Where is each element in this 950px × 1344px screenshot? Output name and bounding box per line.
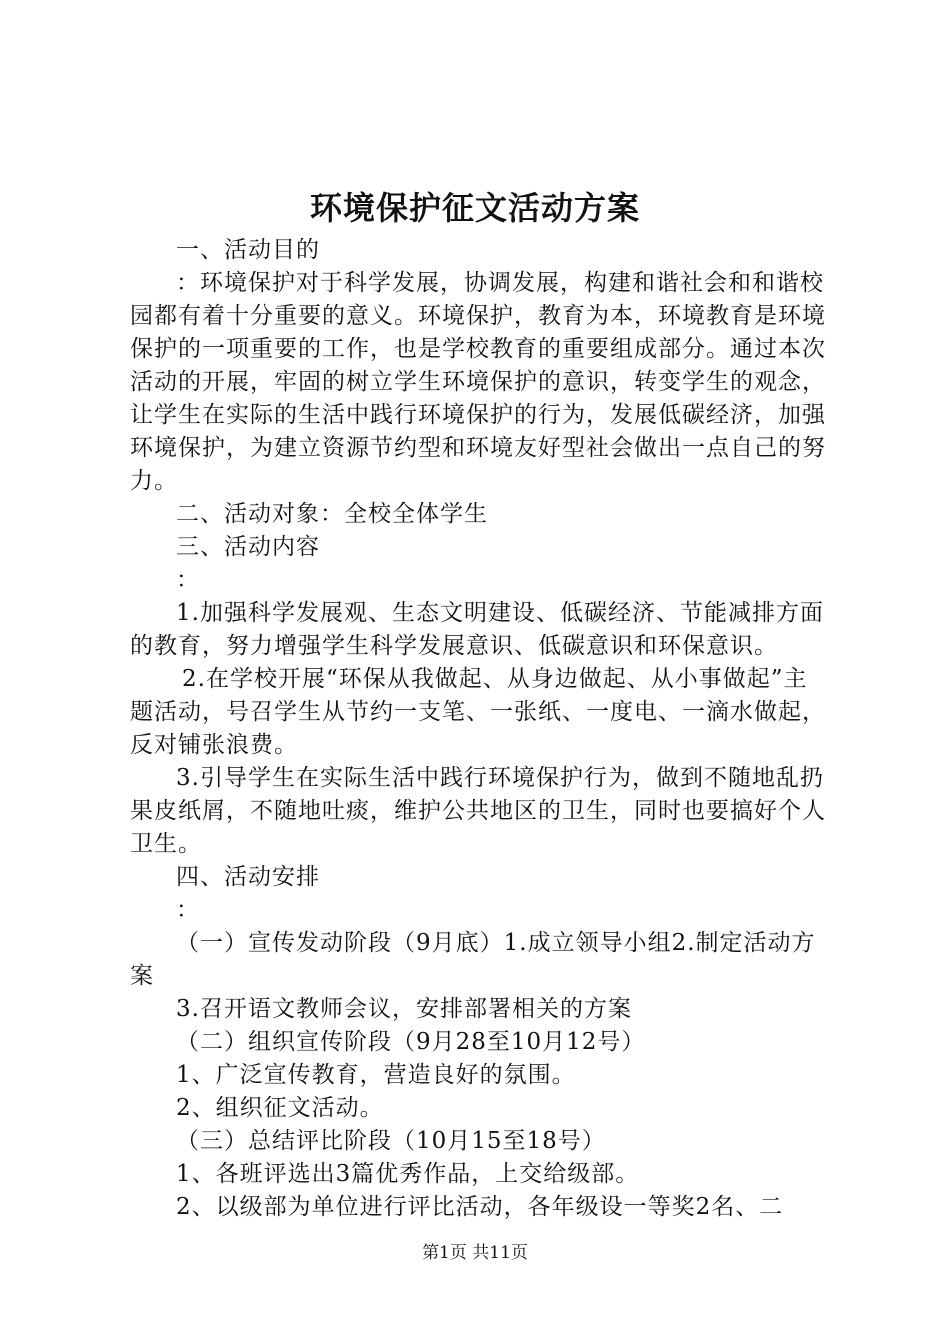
schedule-phase-3: （三）总结评比阶段（10月15至18号） [176, 1128, 606, 1154]
content-item-2: 2.在学校开展“环保从我做起、从身边做起、从小事做起”主题活动，号召学生从节约一支笔、一张纸、一度电、一滴水做起，反对铺张浪费。 [130, 666, 826, 758]
section-heading-purpose: 一、活动目的 [176, 237, 320, 263]
section-heading-schedule: 四、活动安排 [176, 864, 320, 890]
paragraph-purpose: ：环境保护对于科学发展，协调发展，构建和谐社会和和谐校园都有着十分重要的意义。环境保护，教育为本，环境教育是环境保护的一项重要的工作，也是学校教育的重要组成部分。通过本次活动的开展，牢固的树立学生环境保护的意识，转变学生的观念，让学生在实际的生活中践行环境保护的行为，发展低碳经济，加强环境保护，为建立资源节约型和环境友好型社会做出一点自己的努力。 [130, 270, 826, 494]
document-title: 环境保护征文活动方案 [309, 189, 640, 227]
section-heading-target: 二、活动对象：全校全体学生 [176, 501, 488, 527]
schedule-phase-1-item: 3.召开语文教师会议，安排部署相关的方案 [176, 996, 632, 1022]
schedule-phase-2-item-2: 2、组织征文活动。 [176, 1095, 384, 1121]
colon-line: ： [176, 897, 200, 923]
schedule-phase-2-item-1: 1、广泛宣传教育，营造良好的氛围。 [176, 1062, 576, 1088]
schedule-phase-3-item-2: 2、以级部为单位进行评比活动，各年级设一等奖2名、二 [176, 1194, 784, 1220]
content-item-3: 3.引导学生在实际生活中践行环境保护行为，做到不随地乱扔果皮纸屑，不随地吐痰，维护公共地区的卫生，同时也要搞好个人卫生。 [130, 765, 826, 857]
schedule-phase-2: （二）组织宣传阶段（9月28至10月12号） [176, 1029, 646, 1055]
document-body [130, 234, 830, 1224]
schedule-phase-3-item-1: 1、各班评选出3篇优秀作品，上交给级部。 [176, 1161, 640, 1187]
schedule-phase-1: （一）宣传发动阶段（9月底）1.成立领导小组2.制定活动方案 [130, 930, 816, 989]
section-heading-content: 三、活动内容 [176, 534, 320, 560]
page-footer: 第1页 共11页 [422, 1243, 528, 1263]
colon-line: ： [176, 567, 200, 593]
content-item-1: 1.加强科学发展观、生态文明建设、低碳经济、节能减排方面的教育，努力增强学生科学发展意识、低碳意识和环保意识。 [130, 600, 824, 659]
